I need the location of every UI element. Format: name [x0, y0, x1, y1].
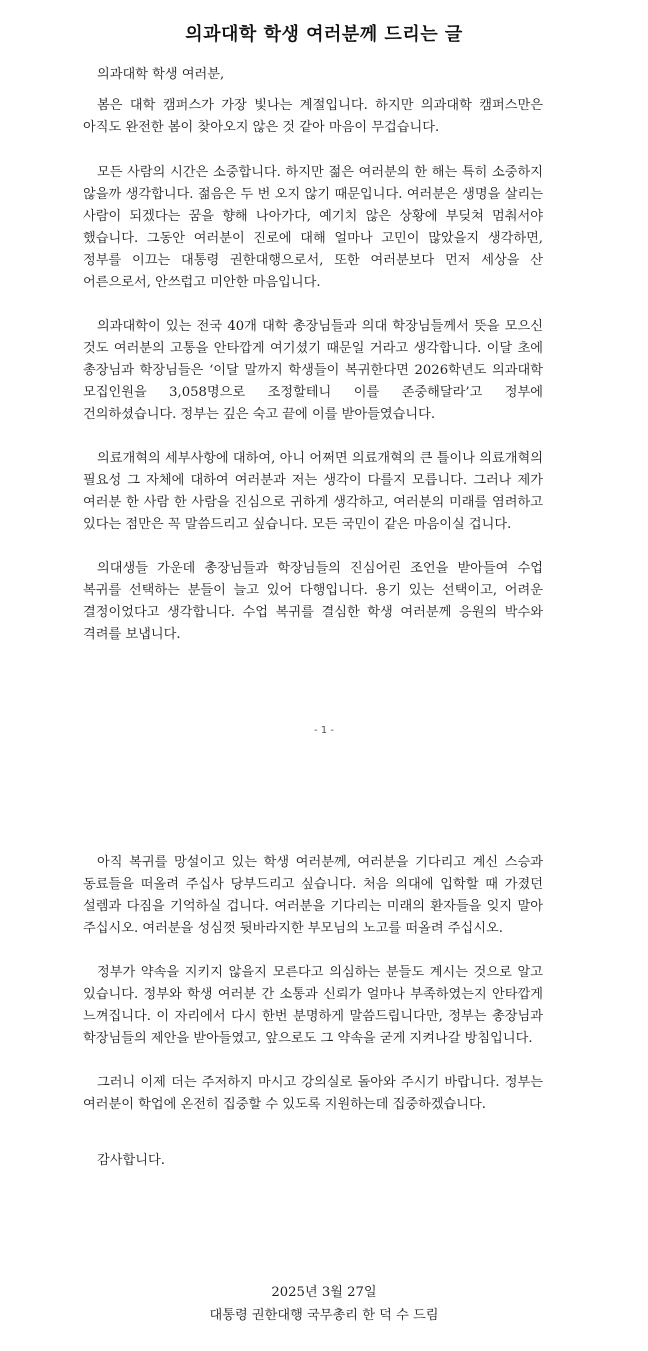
- date: 2025년 3월 27일: [271, 1285, 377, 1300]
- paragraph-2: 모든 사람의 시간은 소중합니다. 하지만 젊은 여러분의 한 해는 특히 소중하지 않을까 생각합니다. 젊음은 두 번 오지 않기 때문입니다. 여러분은 생명을 살리는 사람이 되겠다는 꿈을 향해 나아가다, 예기치 않은 상황에 부딪쳐 멈춰서야 했습니다. 그동안 여러분이 진로에 대해 얼마나 고민이 많았을지 생각하면, 정부를 이끄는 대통령 권한대행으로서, 또한 여러분보다 먼저 세상을 산 어른으로서, 안쓰럽고 미안한 마음입니다.: [83, 165, 543, 290]
- paragraph-7: 정부가 약속을 지키지 않을지 모른다고 의심하는 분들도 계시는 것으로 알고 있습니다. 정부와 학생 여러분 간 소통과 신뢰가 얼마나 부족하였는지 안타깝게 느껴집니다. 이 자리에서 다시 한번 분명하게 말씀드립니다만, 정부는 총장님과 학장님들의 제안을 받아들였고, 앞으로도 그 약속을 굳게 지켜나갈 방침입니다.: [83, 965, 543, 1046]
- paragraph-3: 의과대학이 있는 전국 40개 대학 총장님들과 의대 학장님들께서 뜻을 모으신 것도 여러분의 고통을 안타깝게 여기셨기 때문일 거라고 생각합니다. 이달 초에 총장님과 학장님들은 ‘이달 말까지 학생들이 복귀한다면 2026학년도 의과대학 모집인원을 3,058명으로 조정할테니 이를 존중해달라’고 정부에 건의하셨습니다. 정부는 깊은 숙고 끝에 이를 받아들였습니다.: [83, 319, 543, 422]
- paragraph-6: 아직 복귀를 망설이고 있는 학생 여러분께, 여러분을 기다리고 계신 스승과 동료들을 떠올려 주십사 당부드리고 싶습니다. 처음 의대에 입학할 때 가졌던 설렘과 다짐을 기억하실 겁니다. 여러분을 기다리는 미래의 환자들을 잊지 말아 주십시오. 여러분을 성심껏 뒷바라지한 부모님의 노고를 떠올려 주십시오.: [83, 855, 543, 936]
- page-2-body: [83, 852, 543, 1172]
- page-number: - 1 -: [314, 725, 334, 736]
- paragraph-8: 그러니 이제 더는 주저하지 마시고 강의실로 돌아와 주시기 바랍니다. 정부는 여러분이 학업에 온전히 집중할 수 있도록 지원하는데 집중하겠습니다.: [83, 1075, 543, 1112]
- salutation: 의과대학 학생 여러분,: [97, 67, 225, 82]
- signature: 대통령 권한대행 국무총리 한 덕 수 드림: [209, 1308, 439, 1323]
- page-1-body: [83, 64, 543, 646]
- paragraph-4: 의료개혁의 세부사항에 대하여, 아니 어쩌면 의료개혁의 큰 틀이나 의료개혁의 필요성 그 자체에 대하여 여러분과 저는 생각이 다를지 모릅니다. 그러나 제가 여러분 한 사람 한 사람을 진심으로 귀하게 생각하고, 여러분의 미래를 염려하고 있다는 점만은 꼭 말씀드리고 싶습니다. 모든 국민이 같은 마음이실 겁니다.: [83, 451, 543, 532]
- document-title: 의과대학 학생 여러분께 드리는 글: [185, 24, 463, 45]
- closing: 감사합니다.: [97, 1153, 165, 1168]
- paragraph-5: 의대생들 가운데 총장님들과 학장님들의 진심어린 조언을 받아들여 수업 복귀를 선택하는 분들이 늘고 있어 다행입니다. 용기 있는 선택이고, 어려운 결정이었다고 생각합니다. 수업 복귀를 결심한 학생 여러분께 응원의 박수와 격려를 보냅니다.: [83, 561, 543, 642]
- paragraph-1: 봄은 대학 캠퍼스가 가장 빛나는 계절입니다. 하지만 의과대학 캠퍼스만은 아직도 완전한 봄이 찾아오지 않은 것 같아 마음이 무겁습니다.: [83, 98, 543, 135]
